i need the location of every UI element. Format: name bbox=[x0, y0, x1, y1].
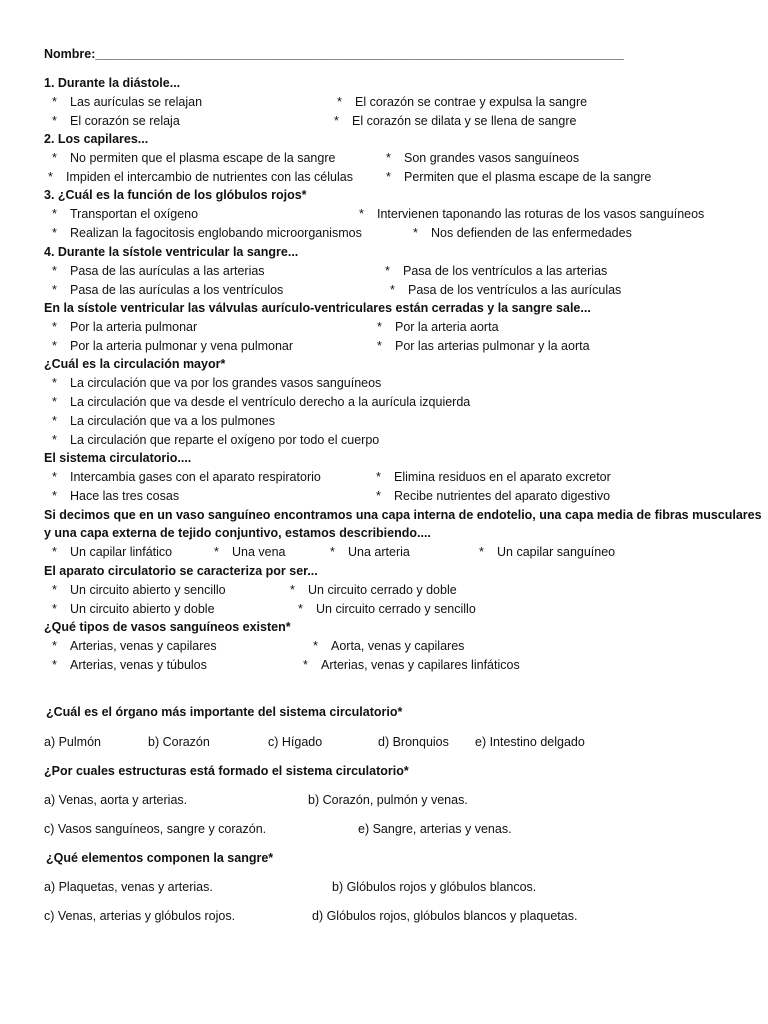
option-text[interactable]: c) Hígado bbox=[268, 735, 323, 749]
bullet: * bbox=[52, 602, 57, 616]
option-text[interactable]: Recibe nutrientes del aparato digestivo bbox=[394, 489, 611, 503]
bullet: * bbox=[376, 489, 381, 503]
option-text[interactable]: Intercambia gases con el aparato respiratorio bbox=[70, 470, 321, 484]
question-title: 2. Los capilares... bbox=[44, 132, 149, 146]
option-text[interactable]: La circulación que va por los grandes vasos sanguíneos bbox=[70, 376, 382, 390]
question-title: 4. Durante la sístole ventricular la sangre... bbox=[44, 245, 299, 259]
bullet: * bbox=[290, 583, 295, 597]
bullet: * bbox=[359, 207, 364, 221]
bullet: * bbox=[52, 320, 57, 334]
bullet: * bbox=[337, 95, 342, 109]
option-text[interactable]: Intervienen taponando las roturas de los vasos sanguíneos bbox=[377, 207, 705, 221]
question-title: 3. ¿Cuál es la función de los glóbulos rojos* bbox=[44, 188, 307, 202]
option-text[interactable]: La circulación que va a los pulmones bbox=[70, 414, 275, 428]
question-title: Si decimos que en un vaso sanguíneo encontramos una capa interna de endotelio, una capa media de fibras musculares bbox=[44, 508, 762, 522]
question-title: ¿Qué tipos de vasos sanguíneos existen* bbox=[44, 620, 291, 634]
option-text[interactable]: El corazón se contrae y expulsa la sangre bbox=[355, 95, 588, 109]
bullet: * bbox=[330, 545, 335, 559]
option-text[interactable]: Permiten que el plasma escape de la sangre bbox=[404, 170, 652, 184]
option-text[interactable]: Por la arteria aorta bbox=[395, 320, 499, 334]
question-title: En la sístole ventricular las válvulas aurículo-ventriculares están cerradas y la sangre sale... bbox=[44, 301, 591, 315]
option-text[interactable]: a) Pulmón bbox=[44, 735, 101, 749]
bullet: * bbox=[52, 283, 57, 297]
bullet: * bbox=[334, 114, 339, 128]
option-text[interactable]: La circulación que reparte el oxígeno por todo el cuerpo bbox=[70, 433, 380, 447]
option-text[interactable]: d) Glóbulos rojos, glóbulos blancos y plaquetas. bbox=[312, 909, 578, 923]
bullet: * bbox=[52, 151, 57, 165]
option-text[interactable]: Impiden el intercambio de nutrientes con las células bbox=[66, 170, 353, 184]
question-title: ¿Cuál es la circulación mayor* bbox=[44, 357, 226, 371]
bullet: * bbox=[52, 489, 57, 503]
option-text[interactable]: Arterias, venas y capilares bbox=[70, 639, 217, 653]
option-text[interactable]: Arterias, venas y túbulos bbox=[70, 658, 207, 672]
option-text[interactable]: Por las arterias pulmonar y la aorta bbox=[395, 339, 590, 353]
option-text[interactable]: c) Venas, arterias y glóbulos rojos. bbox=[44, 909, 236, 923]
option-text[interactable]: Un circuito abierto y sencillo bbox=[70, 583, 226, 597]
nombre-field[interactable]: Nombre:____________________________________________________________________________ bbox=[44, 47, 624, 61]
bullet: * bbox=[377, 320, 382, 334]
option-text[interactable]: e) Sangre, arterias y venas. bbox=[358, 822, 512, 836]
option-text[interactable]: Un circuito cerrado y sencillo bbox=[316, 602, 476, 616]
option-text[interactable]: Arterias, venas y capilares linfáticos bbox=[321, 658, 520, 672]
question-title: 1. Durante la diástole... bbox=[44, 76, 181, 90]
bullet: * bbox=[52, 414, 57, 428]
option-text[interactable]: b) Corazón, pulmón y venas. bbox=[308, 793, 468, 807]
option-text[interactable]: c) Vasos sanguíneos, sangre y corazón. bbox=[44, 822, 267, 836]
option-text[interactable]: Las aurículas se relajan bbox=[70, 95, 203, 109]
option-text[interactable]: Pasa de las aurículas a las arterias bbox=[70, 264, 265, 278]
bullet: * bbox=[52, 639, 57, 653]
option-text[interactable]: b) Corazón bbox=[148, 735, 210, 749]
option-text[interactable]: Aorta, venas y capilares bbox=[331, 639, 465, 653]
option-text[interactable]: Hace las tres cosas bbox=[70, 489, 180, 503]
option-text[interactable]: a) Venas, aorta y arterias. bbox=[44, 793, 188, 807]
question-title-continued: y una capa externa de tejido conjuntivo, estamos describiendo.... bbox=[44, 526, 431, 540]
option-text[interactable]: Un circuito cerrado y doble bbox=[308, 583, 457, 597]
bullet: * bbox=[52, 583, 57, 597]
option-text[interactable]: b) Glóbulos rojos y glóbulos blancos. bbox=[332, 880, 537, 894]
option-text[interactable]: Pasa de los ventrículos a las arterias bbox=[403, 264, 608, 278]
bullet: * bbox=[52, 433, 57, 447]
option-text[interactable]: Realizan la fagocitosis englobando microorganismos bbox=[70, 226, 362, 240]
option-text[interactable]: Un circuito abierto y doble bbox=[70, 602, 215, 616]
bullet: * bbox=[52, 339, 57, 353]
option-text[interactable]: d) Bronquios bbox=[378, 735, 449, 749]
bullet: * bbox=[52, 95, 57, 109]
option-text[interactable]: Una vena bbox=[232, 545, 286, 559]
option-text[interactable]: La circulación que va desde el ventrículo derecho a la aurícula izquierda bbox=[70, 395, 471, 409]
option-text[interactable]: Nos defienden de las enfermedades bbox=[431, 226, 632, 240]
question-title: ¿Qué elementos componen la sangre* bbox=[46, 851, 274, 865]
option-text[interactable]: e) Intestino delgado bbox=[475, 735, 585, 749]
option-text[interactable]: Una arteria bbox=[348, 545, 410, 559]
bullet: * bbox=[298, 602, 303, 616]
bullet: * bbox=[52, 658, 57, 672]
bullet: * bbox=[386, 170, 391, 184]
bullet: * bbox=[52, 207, 57, 221]
option-text[interactable]: No permiten que el plasma escape de la sangre bbox=[70, 151, 336, 165]
bullet: * bbox=[413, 226, 418, 240]
bullet: * bbox=[376, 470, 381, 484]
option-text[interactable]: Un capilar linfático bbox=[70, 545, 173, 559]
bullet: * bbox=[386, 151, 391, 165]
bullet: * bbox=[52, 376, 57, 390]
option-text[interactable]: Un capilar sanguíneo bbox=[497, 545, 616, 559]
option-text[interactable]: Elimina residuos en el aparato excretor bbox=[394, 470, 611, 484]
question-title: El aparato circulatorio se caracteriza por ser... bbox=[44, 564, 318, 578]
question-title: El sistema circulatorio.... bbox=[44, 451, 192, 465]
bullet: * bbox=[52, 226, 57, 240]
option-text[interactable]: Transportan el oxígeno bbox=[70, 207, 199, 221]
option-text[interactable]: a) Plaquetas, venas y arterias. bbox=[44, 880, 213, 894]
bullet: * bbox=[303, 658, 308, 672]
option-text[interactable]: El corazón se dilata y se llena de sangre bbox=[352, 114, 577, 128]
bullet: * bbox=[52, 395, 57, 409]
bullet: * bbox=[313, 639, 318, 653]
bullet: * bbox=[52, 114, 57, 128]
bullet: * bbox=[52, 545, 57, 559]
option-text[interactable]: El corazón se relaja bbox=[70, 114, 180, 128]
bullet: * bbox=[52, 264, 57, 278]
question-title: ¿Cuál es el órgano más importante del sistema circulatorio* bbox=[46, 705, 403, 719]
option-text[interactable]: Pasa de los ventrículos a las aurículas bbox=[408, 283, 622, 297]
bullet: * bbox=[479, 545, 484, 559]
option-text[interactable]: Son grandes vasos sanguíneos bbox=[404, 151, 580, 165]
option-text[interactable]: Por la arteria pulmonar bbox=[70, 320, 198, 334]
bullet: * bbox=[385, 264, 390, 278]
bullet: * bbox=[390, 283, 395, 297]
question-title: ¿Por cuales estructuras está formado el sistema circulatorio* bbox=[44, 764, 409, 778]
bullet: * bbox=[52, 470, 57, 484]
bullet: * bbox=[377, 339, 382, 353]
bullet: * bbox=[214, 545, 219, 559]
option-text[interactable]: Por la arteria pulmonar y vena pulmonar bbox=[70, 339, 294, 353]
bullet: * bbox=[48, 170, 53, 184]
option-text[interactable]: Pasa de las aurículas a los ventrículos bbox=[70, 283, 284, 297]
